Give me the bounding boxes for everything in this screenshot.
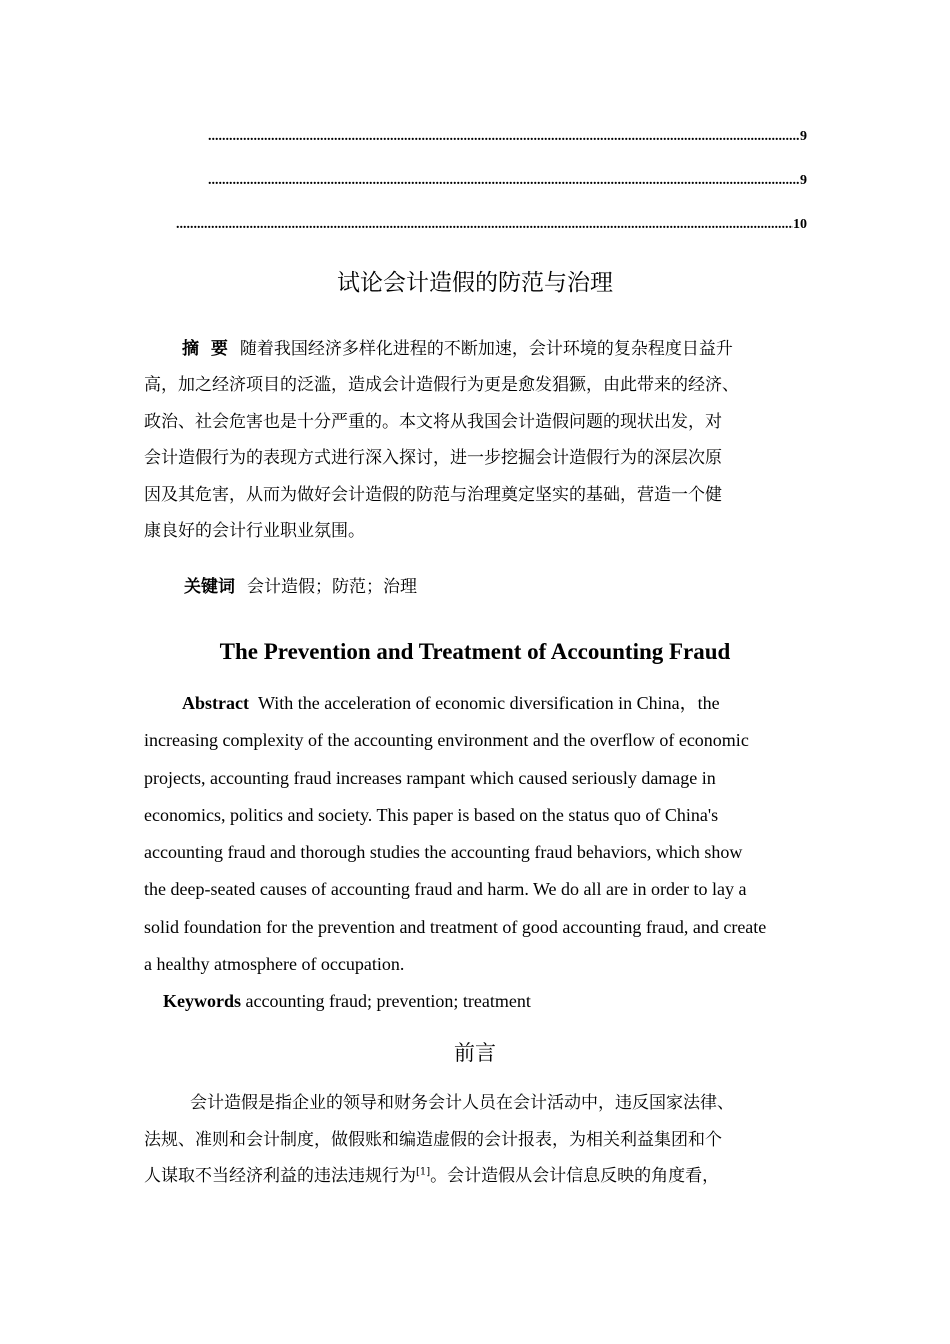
chinese-abstract-line: 高，加之经济项目的泛滥，造成会计造假行为更是愈发猖獗，由此带来的经济、 xyxy=(144,375,739,396)
toc-page-number: 9 xyxy=(800,173,807,188)
chinese-keywords xyxy=(184,572,417,602)
toc-page-number: 9 xyxy=(800,129,807,144)
english-abstract-label: Abstract xyxy=(182,693,249,713)
chinese-abstract-line: 康良好的会计行业职业氛围。 xyxy=(144,521,365,542)
chinese-abstract-line xyxy=(144,331,812,367)
english-abstract xyxy=(144,685,824,983)
english-abstract-text: With the acceleration of economic diversification in China，the xyxy=(257,693,720,713)
english-abstract-line: increasing complexity of the accounting environment and the overflow of economic xyxy=(144,730,749,751)
english-keywords-label: Keywords xyxy=(163,991,241,1011)
english-keywords xyxy=(163,986,531,1016)
chinese-abstract-text: 随着我国经济多样化进程的不断加速，会计环境的复杂程度日益升 xyxy=(239,339,733,359)
toc-entry[interactable] xyxy=(208,129,807,145)
preface-title: 前言 xyxy=(454,1041,496,1065)
chinese-abstract xyxy=(144,331,812,549)
preface-paragraph xyxy=(144,1085,814,1195)
english-abstract-line: a healthy atmosphere of occupation. xyxy=(144,954,405,975)
english-abstract-line: economics, politics and society. This paper is based on the status quo of China's xyxy=(144,804,719,825)
chinese-keywords-text: 会计造假；防范；治理 xyxy=(247,577,417,597)
english-keywords-text: accounting fraud; prevention; treatment xyxy=(245,991,531,1011)
citation-ref[interactable]: [1] xyxy=(416,1166,431,1178)
english-abstract-line: accounting fraud and thorough studies the accounting fraud behaviors, which show xyxy=(144,842,743,863)
english-abstract-line: solid foundation for the prevention and treatment of good accounting fraud, and create xyxy=(144,916,767,937)
toc-entry[interactable] xyxy=(208,173,807,189)
toc-leader-dots xyxy=(208,129,800,145)
chinese-keywords-label: 关键词 xyxy=(184,577,235,597)
english-abstract-line: the deep-seated causes of accounting fraud and harm. We do all are in order to lay a xyxy=(144,879,747,900)
chinese-abstract-line: 政治、社会危害也是十分严重的。本文将从我国会计造假问题的现状出发，对 xyxy=(144,411,722,432)
chinese-abstract-line: 会计造假行为的表现方式进行深入探讨，进一步挖掘会计造假行为的深层次原 xyxy=(144,448,722,469)
preface-line: 会计造假是指企业的领导和财务会计人员在会计活动中，违反国家法律、 xyxy=(190,1093,734,1113)
preface-line-text: 。会计造假从会计信息反映的角度看， xyxy=(430,1166,720,1186)
chinese-abstract-label: 摘 要 xyxy=(182,339,228,359)
english-abstract-line: projects, accounting fraud increases rampant which caused seriously damage in xyxy=(144,767,716,788)
english-abstract-line xyxy=(144,685,824,722)
toc-entry[interactable] xyxy=(176,217,807,233)
toc-leader-dots xyxy=(176,217,793,233)
preface-line-text: 人谋取不当经济利益的违法违规行为 xyxy=(144,1166,416,1186)
english-title: The Prevention and Treatment of Accounting Fraud xyxy=(219,639,731,664)
toc-page-number: 10 xyxy=(793,217,807,232)
preface-line xyxy=(144,1158,814,1195)
preface-line: 法规、准则和会计制度，做假账和编造虚假的会计报表，为相关利益集团和个 xyxy=(144,1129,722,1150)
chinese-abstract-line: 因及其危害，从而为做好会计造假的防范与治理奠定坚实的基础，营造一个健 xyxy=(144,484,722,505)
toc-leader-dots xyxy=(208,173,800,189)
chinese-title: 试论会计造假的防范与治理 xyxy=(337,270,613,296)
